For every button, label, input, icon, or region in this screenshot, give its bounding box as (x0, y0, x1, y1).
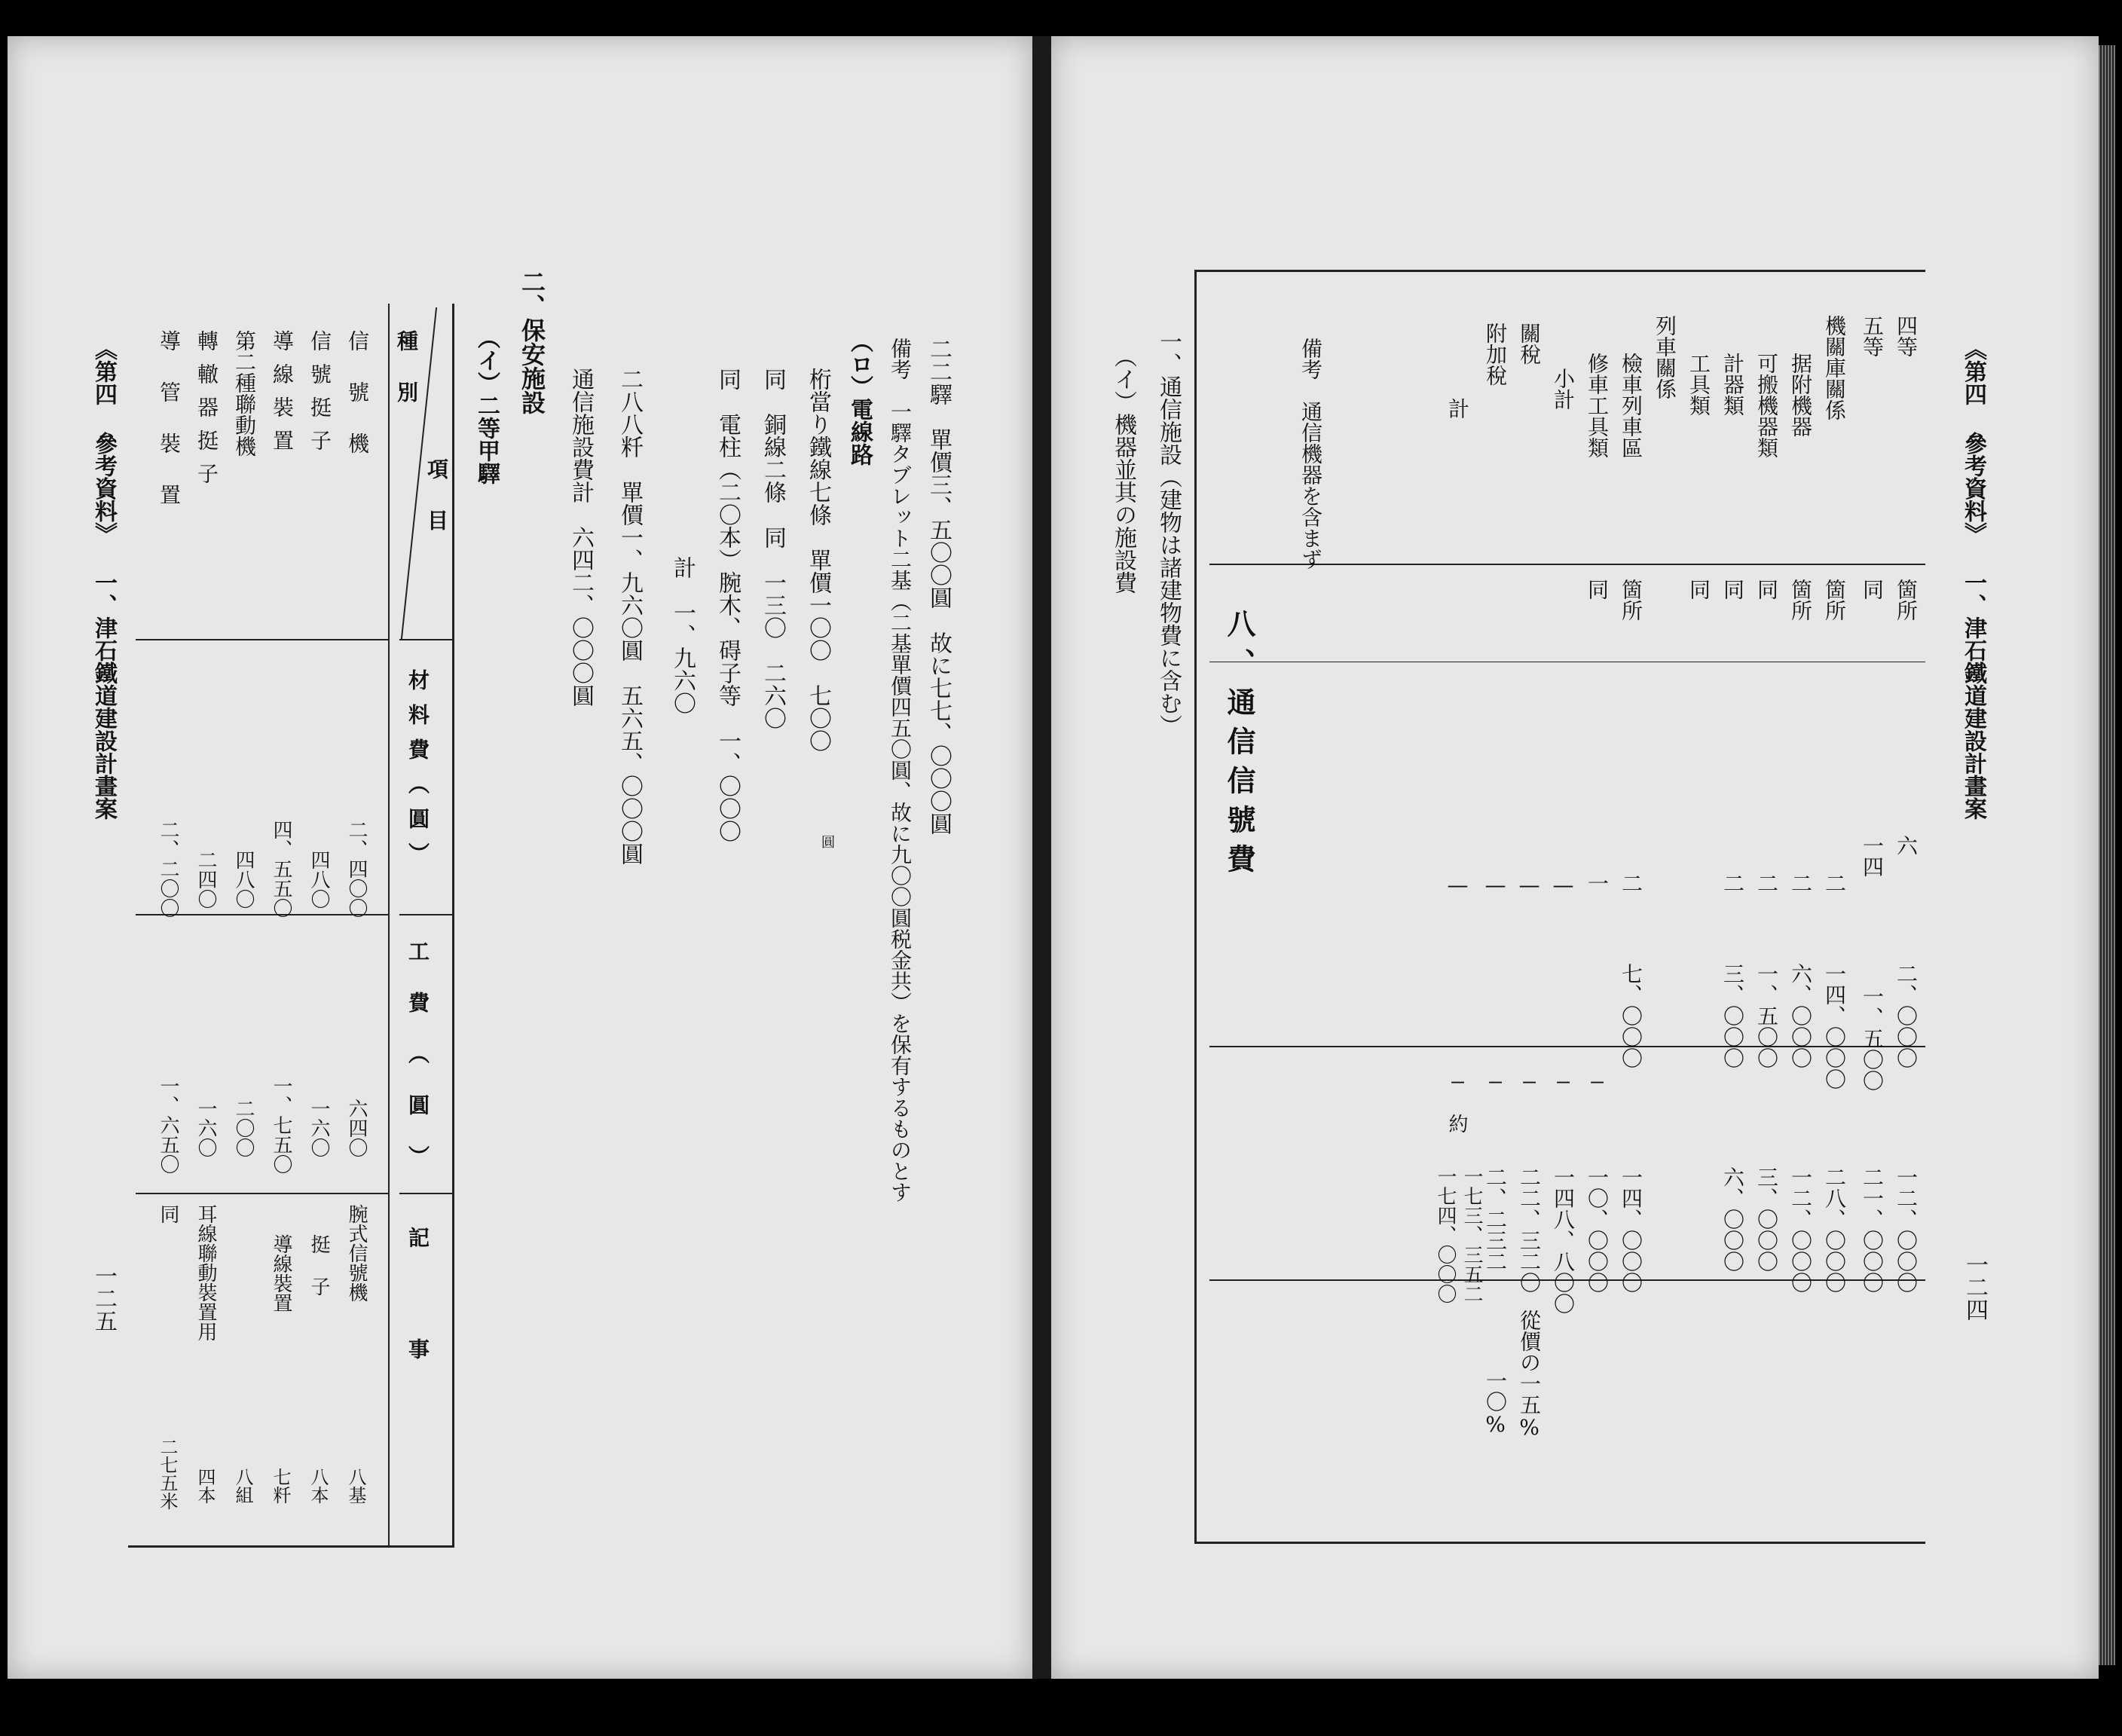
unit-mark: 圓 (819, 835, 835, 848)
page-number-left: 一二五 (90, 1264, 117, 1332)
table2-note-5: 同 (157, 1204, 179, 1224)
row-total-go: 二一、〇〇〇 (1860, 1166, 1885, 1293)
left-page (8, 36, 1032, 1679)
row-label-8: 小計 (1551, 368, 1576, 410)
book-gutter (1032, 36, 1051, 1679)
row-price-7: — (1585, 1068, 1610, 1093)
table2-labor-2: 一、七五〇 (270, 1076, 292, 1174)
row-price-1: 六、〇〇〇 (1788, 963, 1813, 1068)
row-unit-6: 箇所 (1619, 579, 1643, 621)
row-label-4: 工具類 (1686, 353, 1711, 416)
table2-material-4: 二四〇 (194, 850, 217, 909)
row-qty-yon: 六 (1894, 835, 1919, 856)
text-line-2: （ロ）電線路 (846, 330, 873, 466)
row-qty-3: 二 (1720, 873, 1745, 894)
page-number-right: 一二四 (1961, 1253, 1988, 1321)
row-total-1: 一二、〇〇〇 (1788, 1166, 1813, 1293)
text-line-9: 二、保安施設 (518, 270, 546, 414)
row-qty-2: 二 (1754, 873, 1779, 894)
text-line-6: 計 一、九六〇 (669, 556, 696, 714)
table2-item-2: 導線裝置 (270, 330, 295, 463)
table2-item-1: 信號挺子 (307, 330, 332, 463)
row-label-0: 機關庫關係 (1822, 315, 1847, 420)
table2-note-1: 挺子 (307, 1234, 330, 1319)
row-qty-9: — (1517, 873, 1542, 897)
row-unit-4: 同 (1686, 579, 1711, 600)
table2-note-2: 導線裝置 (270, 1234, 292, 1313)
subsection-title: 一、通信施設（建物は諸建物費に含む） (1155, 330, 1182, 737)
text-line-4: 同 銅線二條 同 一三〇 二六〇 (760, 368, 786, 729)
row-unit-1: 箇所 (1788, 579, 1813, 621)
table2-item-5: 導管裝置 (157, 330, 182, 535)
table2-material-1: 四八〇 (307, 850, 330, 909)
table2-item-3: 第二種聯動機 (232, 330, 257, 457)
row-label-1: 据附機器 (1788, 353, 1813, 437)
row-label-3: 計器類 (1720, 353, 1745, 416)
note-right: 備考 通信機器を含まず (1298, 338, 1323, 570)
table2-item-4: 轉轍器挺子 (194, 330, 219, 496)
row-price-go: 一、五〇〇 (1860, 986, 1885, 1091)
row-label-5: 列車關係 (1653, 315, 1677, 399)
table-rule-3 (1209, 1046, 1925, 1047)
row-qty-7: 一 (1585, 873, 1610, 894)
table2-item-0: 信號機 (345, 330, 370, 484)
row-total-9: 二二、三二〇 (1517, 1166, 1542, 1293)
row-total-6: 一四、〇〇〇 (1619, 1166, 1643, 1293)
table-left-border (1194, 270, 1197, 1543)
table2-labor-1: 一六〇 (307, 1099, 330, 1157)
table2-bottom-border (128, 1545, 454, 1548)
table2-material-3: 四八〇 (232, 850, 255, 909)
table2-head-kind: 種別 (394, 330, 419, 432)
text-line-7: 二八八粁 單價一、九六〇圓 五六五、〇〇〇圓 (616, 368, 643, 865)
row-price-11: — (1445, 1068, 1470, 1093)
row-price-9: — (1517, 1068, 1542, 1093)
row-label-11: 計 (1445, 398, 1470, 419)
row-total-3: 六、〇〇〇 (1720, 1166, 1745, 1272)
row-qty-11: — (1445, 873, 1470, 897)
table2-qty-3: 八組 (232, 1468, 253, 1504)
row-price-8: — (1551, 1068, 1576, 1093)
table2-qty-1: 八本 (307, 1468, 329, 1504)
table2-head-material: 材料費（圓） (405, 669, 430, 877)
table2-head-items: 項目 (424, 458, 449, 561)
text-line-0: 二二驛 單價三、五〇〇圓 故に七七、〇〇〇圓 (925, 338, 952, 835)
row-unit-0: 箇所 (1822, 579, 1847, 621)
row-qty-10: — (1483, 873, 1508, 897)
table2-qty-4: 四本 (194, 1468, 216, 1504)
row-unit-yon: 箇所 (1894, 579, 1919, 621)
table2-material-2: 四、五五〇 (270, 820, 292, 918)
table2-labor-3: 二〇〇 (232, 1099, 255, 1157)
table2-qty-0: 八基 (345, 1468, 366, 1504)
page-edge (2099, 45, 2115, 1665)
row-qty-go: 一四 (1860, 835, 1885, 877)
row-label-2: 可搬機器類 (1754, 353, 1779, 458)
row-price-3: 三、〇〇〇 (1720, 963, 1745, 1068)
row-unit-7: 同 (1585, 579, 1610, 600)
row-qty-8: — (1551, 873, 1576, 897)
row-unit-2: 同 (1754, 579, 1779, 600)
table2-note-0: 腕式信號機 (345, 1204, 368, 1302)
running-header-right: 《第四 參考資料》 一、津石鐵道建設計畫案 (1960, 338, 1986, 820)
table2-material-0: 二、四〇〇 (345, 820, 368, 918)
running-header-left: 《第四 參考資料》 一、津石鐵道建設計畫案 (90, 338, 117, 820)
row-qty-6: 二 (1619, 873, 1643, 894)
row-price-6: 七、〇〇〇 (1619, 963, 1643, 1068)
row-qty-0: 二 (1822, 873, 1847, 894)
text-line-3: 桁當り鐵線七條 單價一〇〇 七〇〇 (805, 368, 831, 752)
row-price-2: 一、五〇〇 (1754, 963, 1779, 1068)
remark-duty: 從價の一五% (1517, 1310, 1542, 1440)
table2-head-rule-1 (399, 639, 452, 640)
row-label-go: 五等 (1860, 315, 1885, 357)
text-line-8: 通信施設費計 六四二、〇〇〇圓 (567, 368, 594, 707)
row-label-7: 修車工具類 (1585, 353, 1610, 458)
row-total-0: 二八、〇〇〇 (1822, 1166, 1847, 1293)
table2-labor-4: 一六〇 (194, 1099, 217, 1157)
row-total-10: 二、二三二 (1483, 1166, 1508, 1272)
total-rounded: 一七四、〇〇〇 (1434, 1166, 1457, 1304)
approx-label: 約 (1445, 1114, 1468, 1133)
table2-head-remarks: 記事 (405, 1227, 430, 1450)
row-label-6: 檢車列車區 (1619, 353, 1643, 458)
table2-right-border (452, 304, 454, 1547)
row-unit-go: 同 (1860, 579, 1885, 600)
row-price-10: — (1483, 1068, 1508, 1093)
row-total-7: 一〇、〇〇〇 (1585, 1166, 1610, 1293)
table-top-border (1194, 270, 1925, 272)
table2-header-divider (388, 304, 390, 1547)
text-line-10: （イ）二等甲驛 (473, 326, 500, 484)
row-total-yon: 一二、〇〇〇 (1894, 1166, 1919, 1293)
table2-labor-0: 六四〇 (345, 1099, 368, 1157)
table2-rule-3 (136, 1193, 388, 1194)
row-label-9: 關稅 (1517, 322, 1542, 365)
row-qty-1: 二 (1788, 873, 1813, 894)
row-total-2: 三、〇〇〇 (1754, 1166, 1779, 1272)
section-title: 八、通信信號費 (1222, 609, 1256, 883)
row-total-11: 一七三、三五二 (1460, 1166, 1483, 1304)
table2-head-labor: 工費（圓） (405, 940, 430, 1197)
table2-rule-1 (136, 639, 388, 640)
row-total-8: 一四八、八〇〇 (1551, 1166, 1576, 1314)
text-line-1: 備考 一驛タブレット二基（二基單價四五〇圓、故に九〇〇圓税金共）を保有するものとす (888, 338, 913, 1203)
subsubsection-title: （イ）機器並其の施設費 (1110, 345, 1136, 594)
table2-head-rule-2 (399, 914, 452, 915)
text-line-5: 同 電柱（二〇本）腕木、碍子等 一、〇〇〇 (714, 368, 741, 842)
row-label-10: 附加稅 (1483, 322, 1508, 386)
row-price-0: 一四、〇〇〇 (1822, 963, 1847, 1090)
row-unit-3: 同 (1720, 579, 1745, 600)
table2-material-5: 二、二〇〇 (157, 820, 179, 918)
table2-qty-5: 二七五米 (157, 1438, 178, 1510)
table2-qty-2: 七粁 (270, 1468, 291, 1504)
table2-labor-5: 一、六五〇 (157, 1076, 179, 1174)
row-price-yon: 二、〇〇〇 (1894, 963, 1919, 1068)
table-bottom-border (1194, 1542, 1925, 1544)
table2-note-4: 耳線聯動裝置用 (194, 1204, 217, 1341)
row-label-yon: 四等 (1894, 315, 1919, 357)
right-page (1051, 36, 2099, 1679)
remark-surtax: 一〇% (1483, 1370, 1508, 1437)
